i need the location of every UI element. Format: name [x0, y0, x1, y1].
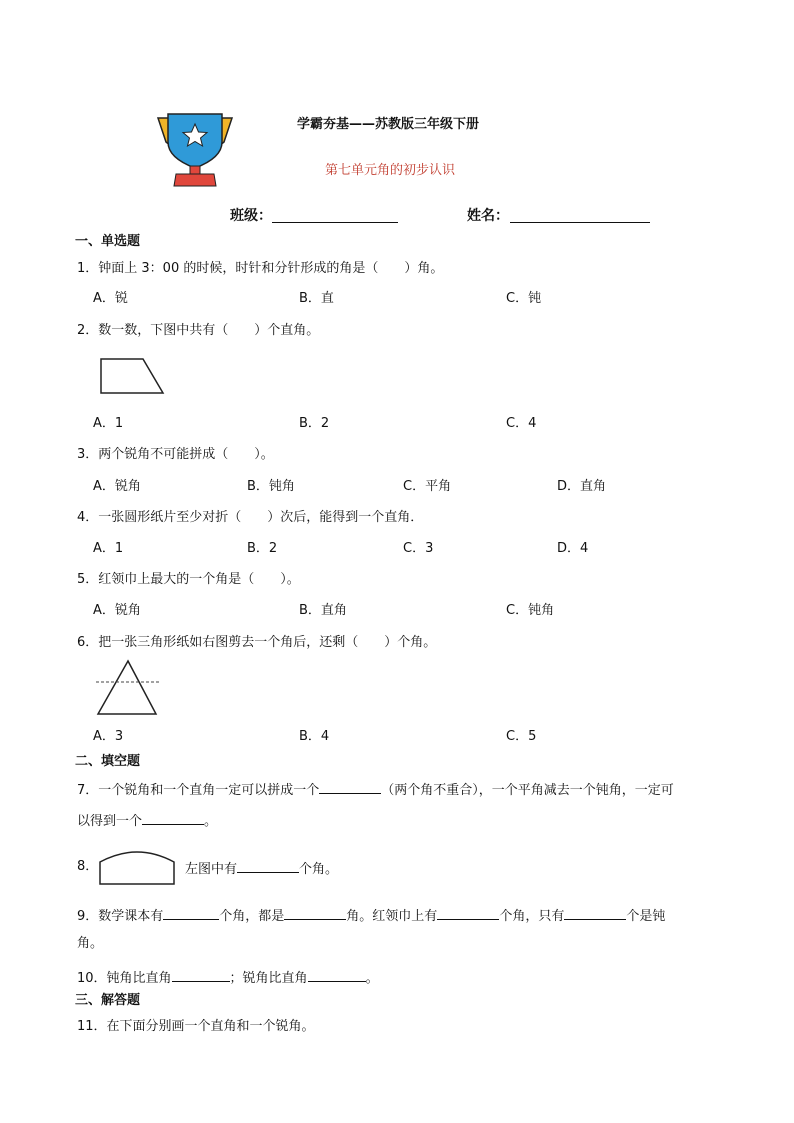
- q1-option-a[interactable]: A．锐: [93, 291, 128, 306]
- q9-text-b: 个角，都是: [219, 909, 285, 924]
- q8-text-a: 左图中有: [185, 862, 238, 877]
- q1-option-b[interactable]: B．直: [299, 291, 334, 306]
- q10-text-b: ；锐角比直角: [229, 971, 308, 986]
- question-8: [185, 858, 338, 879]
- section-heading: 三、解答题: [75, 993, 141, 1008]
- trapezoid-figure: [98, 355, 168, 397]
- q3-option-c[interactable]: C．平角: [403, 479, 452, 494]
- question-5: 5．红领巾上最大的一个角是（ ）。: [77, 572, 300, 587]
- name-label: 姓名：: [467, 208, 509, 224]
- question-9-line-2: 角。: [77, 936, 104, 951]
- question-10: [77, 967, 379, 988]
- section-heading: 一、单选题: [75, 234, 141, 249]
- q8-text-b: 个角。: [299, 862, 339, 877]
- q9-blank-2[interactable]: [284, 905, 346, 920]
- class-field[interactable]: [272, 222, 398, 223]
- question-6: 6．把一张三角形纸如右图剪去一个角后，还剩（ ）个角。: [77, 635, 437, 650]
- q6-option-c[interactable]: C．5: [506, 729, 537, 744]
- q9-blank-1[interactable]: [163, 905, 219, 920]
- question-3: 3．两个锐角不可能拼成（ ）。: [77, 447, 274, 462]
- q3-option-b[interactable]: B．钝角: [247, 479, 295, 494]
- q2-option-a[interactable]: A．1: [93, 416, 124, 431]
- q5-option-a[interactable]: A．锐角: [93, 603, 141, 618]
- q7-text-d: 。: [204, 814, 218, 829]
- q4-option-c[interactable]: C．3: [403, 541, 434, 556]
- triangle-figure: [94, 658, 164, 718]
- q7-text-c: 以得到一个: [77, 814, 143, 829]
- q1-option-c[interactable]: C．钝: [506, 291, 542, 306]
- page-title: 学霸夯基——苏教版三年级下册: [297, 117, 480, 132]
- q9-text-c: 角。红领巾上有: [346, 909, 438, 924]
- q6-option-b[interactable]: B．4: [299, 729, 330, 744]
- q7-text-b: （两个角不重合），一个平角减去一个钝角，一定可: [381, 783, 674, 798]
- question-11: 11．在下面分别画一个直角和一个锐角。: [77, 1019, 315, 1034]
- q6-option-a[interactable]: A．3: [93, 729, 124, 744]
- question-9-line-1: [77, 905, 665, 926]
- section-heading: 二、填空题: [75, 754, 141, 769]
- q7-blank-1[interactable]: [319, 779, 381, 794]
- q9-blank-4[interactable]: [564, 905, 626, 920]
- q9-blank-3[interactable]: [437, 905, 499, 920]
- q4-option-b[interactable]: B．2: [247, 541, 278, 556]
- q10-blank-2[interactable]: [308, 967, 366, 982]
- q10-text-a: 10．钝角比直角: [77, 971, 172, 986]
- question-7-line-1: [77, 779, 674, 800]
- question-8-number: 8．: [77, 859, 99, 874]
- q5-option-c[interactable]: C．钝角: [506, 603, 555, 618]
- q3-option-d[interactable]: D．直角: [557, 479, 607, 494]
- arch-figure: [96, 846, 178, 888]
- class-label: 班级：: [230, 208, 272, 224]
- q4-option-d[interactable]: D．4: [557, 541, 589, 556]
- q8-blank[interactable]: [237, 858, 299, 873]
- name-field[interactable]: [510, 222, 650, 223]
- question-1: 1．钟面上 3：00 的时候，时针和分针形成的角是（ ）角。: [77, 261, 444, 276]
- q9-text-a: 9．数学课本有: [77, 909, 164, 924]
- question-4: 4．一张圆形纸片至少对折（ ）次后，能得到一个直角．: [77, 510, 424, 525]
- question-7-line-2: [77, 810, 217, 831]
- q2-option-b[interactable]: B．2: [299, 416, 330, 431]
- trophy-logo-icon: [152, 112, 238, 188]
- q7-text-a: 7．一个锐角和一个直角一定可以拼成一个: [77, 783, 320, 798]
- q9-text-d: 个角，只有: [499, 909, 565, 924]
- q9-text-e: 个是钝: [626, 909, 666, 924]
- q3-option-a[interactable]: A．锐角: [93, 479, 141, 494]
- q2-option-c[interactable]: C．4: [506, 416, 537, 431]
- q4-option-a[interactable]: A．1: [93, 541, 124, 556]
- q10-blank-1[interactable]: [172, 967, 230, 982]
- page-subtitle: 第七单元角的初步认识: [325, 163, 456, 178]
- question-2: 2．数一数，下图中共有（ ）个直角。: [77, 323, 320, 338]
- q5-option-b[interactable]: B．直角: [299, 603, 347, 618]
- q10-text-c: 。: [365, 971, 379, 986]
- q7-blank-2[interactable]: [142, 810, 204, 825]
